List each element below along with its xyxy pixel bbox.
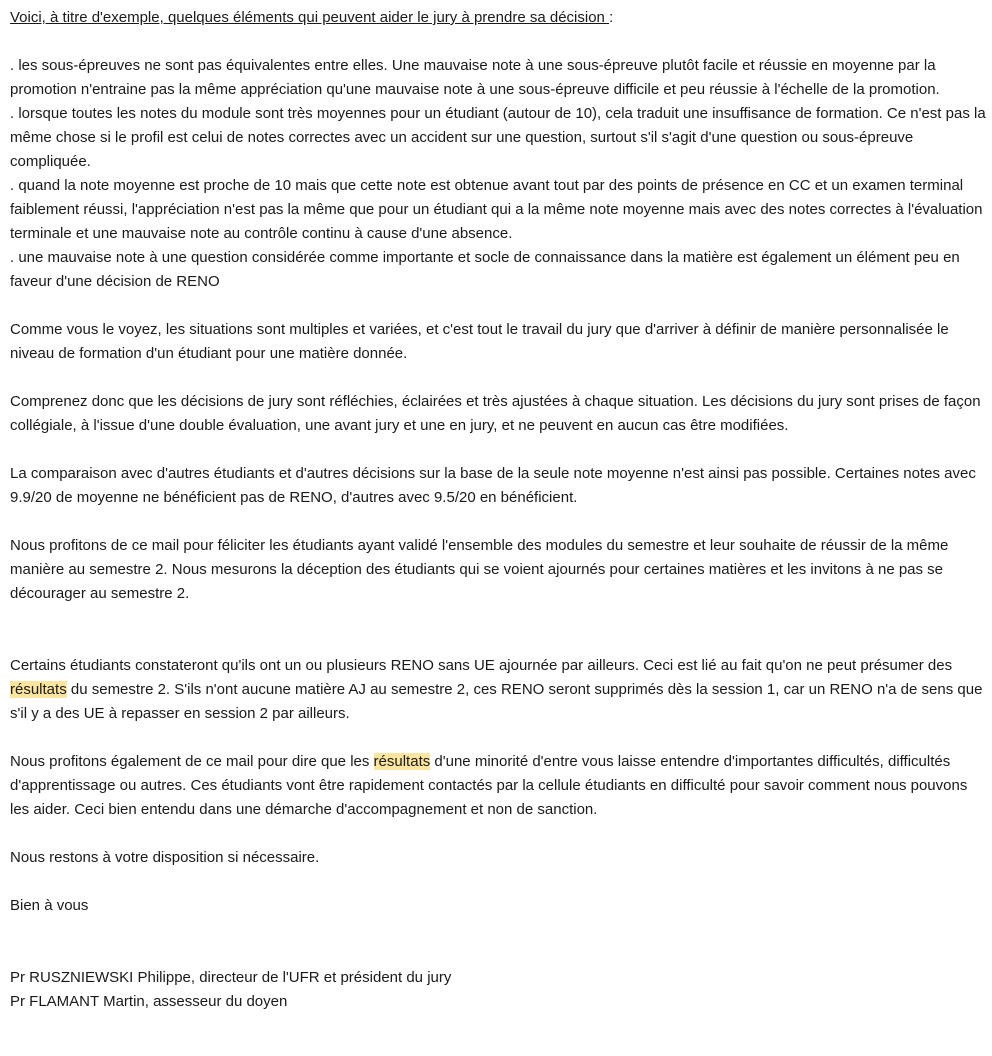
criterion-1: . les sous-épreuves ne sont pas équivalentes entre elles. Une mauvaise note à une sous-épreuve plutôt facile et réussie en moyenne par la promotion n'entraine pas la même appréciation qu'une mauvaise note à une sous-épreuve difficile et peu réussie à l'échelle de la promotion. xyxy=(10,57,940,98)
signature-1: Pr RUSZNIEWSKI Philippe, directeur de l'UFR et président du jury xyxy=(10,969,452,986)
difficulty-text-before: Nous profitons également de ce mail pour dire que les xyxy=(10,753,374,770)
intro-underlined: Voici, à titre d'exemple, quelques éléments qui peuvent aider le jury à prendre sa décision xyxy=(10,9,610,26)
signature-2: Pr FLAMANT Martin, assesseur du doyen xyxy=(10,993,288,1010)
paragraph-difficulties xyxy=(10,750,986,822)
reno-text-after: du semestre 2. S'ils n'ont aucune matière AJ au semestre 2, ces RENO seront supprimés dès la session 1, car un RENO n'a de sens que s'il y a des UE à repasser en session 2 par ailleurs. xyxy=(10,681,983,722)
criterion-3: . quand la note moyenne est proche de 10 mais que cette note est obtenue avant tout par des points de présence en CC et un examen terminal faiblement réussi, l'appréciation n'est pas la même que pour un étudiant qui a la même note moyenne mais avec des notes correctes à l'évaluation terminale et une mauvaise note au contrôle continu à cause d'une absence. xyxy=(10,177,983,242)
email-body xyxy=(10,6,986,1014)
criterion-2: . lorsque toutes les notes du module sont très moyennes pour un étudiant (autour de 10), cela traduit une insuffisance de formation. Ce n'est pas la même chose si le profil est celui de notes correctes avec un accident sur une question, surtout s'il s'agit d'une question ou sous-épreuve compliquée. xyxy=(10,105,986,170)
intro-line xyxy=(10,6,986,30)
paragraph-congratulations: Nous profitons de ce mail pour féliciter les étudiants ayant validé l'ensemble des modules du semestre et leur souhaite de réussir de la même manière au semestre 2. Nous mesurons la déception des étudiants qui se voient ajournés pour certaines matières et les invitons à ne pas se décourager au semestre 2. xyxy=(10,537,949,602)
search-highlight: résultats xyxy=(373,753,431,770)
paragraph-disposal: Nous restons à votre disposition si nécessaire. xyxy=(10,849,320,866)
paragraph-situations: Comme vous le voyez, les situations sont multiples et variées, et c'est tout le travail du jury que d'arriver à définir de manière personnalisée le niveau de formation d'un étudiant pour une matière donnée. xyxy=(10,321,949,362)
reno-text-before: Certains étudiants constateront qu'ils ont un ou plusieurs RENO sans UE ajournée par ailleurs. Ceci est lié au fait qu'on ne peut présumer des xyxy=(10,657,953,674)
closing: Bien à vous xyxy=(10,897,89,914)
paragraph-reno xyxy=(10,654,986,726)
paragraph-comparison: La comparaison avec d'autres étudiants et d'autres décisions sur la base de la seule note moyenne n'est ainsi pas possible. Certaines notes avec 9.9/20 de moyenne ne bénéficient pas de RENO, d'autres avec 9.5/20 en bénéficient. xyxy=(10,465,976,506)
criterion-4: . une mauvaise note à une question considérée comme importante et socle de connaissance dans la matière est également un élément peu en faveur d'une décision de RENO xyxy=(10,249,960,290)
search-highlight: résultats xyxy=(10,681,67,698)
intro-colon: : xyxy=(609,9,614,26)
difficulty-text-after: d'une minorité d'entre vous laisse entendre d'importantes difficultés, difficultés d'apprentissage ou autres. Ces étudiants vont être rapidement contactés par la cellule étudiants en difficulté pour savoir comment nous pouvons les aider. Ceci bien entendu dans une démarche d'accompagnement et non de sanction. xyxy=(10,753,968,818)
paragraph-decisions: Comprenez donc que les décisions de jury sont réfléchies, éclairées et très ajustées à chaque situation. Les décisions du jury sont prises de façon collégiale, à l'issue d'une double évaluation, une avant jury et une en jury, et ne peuvent en aucun cas être modifiées. xyxy=(10,393,981,434)
